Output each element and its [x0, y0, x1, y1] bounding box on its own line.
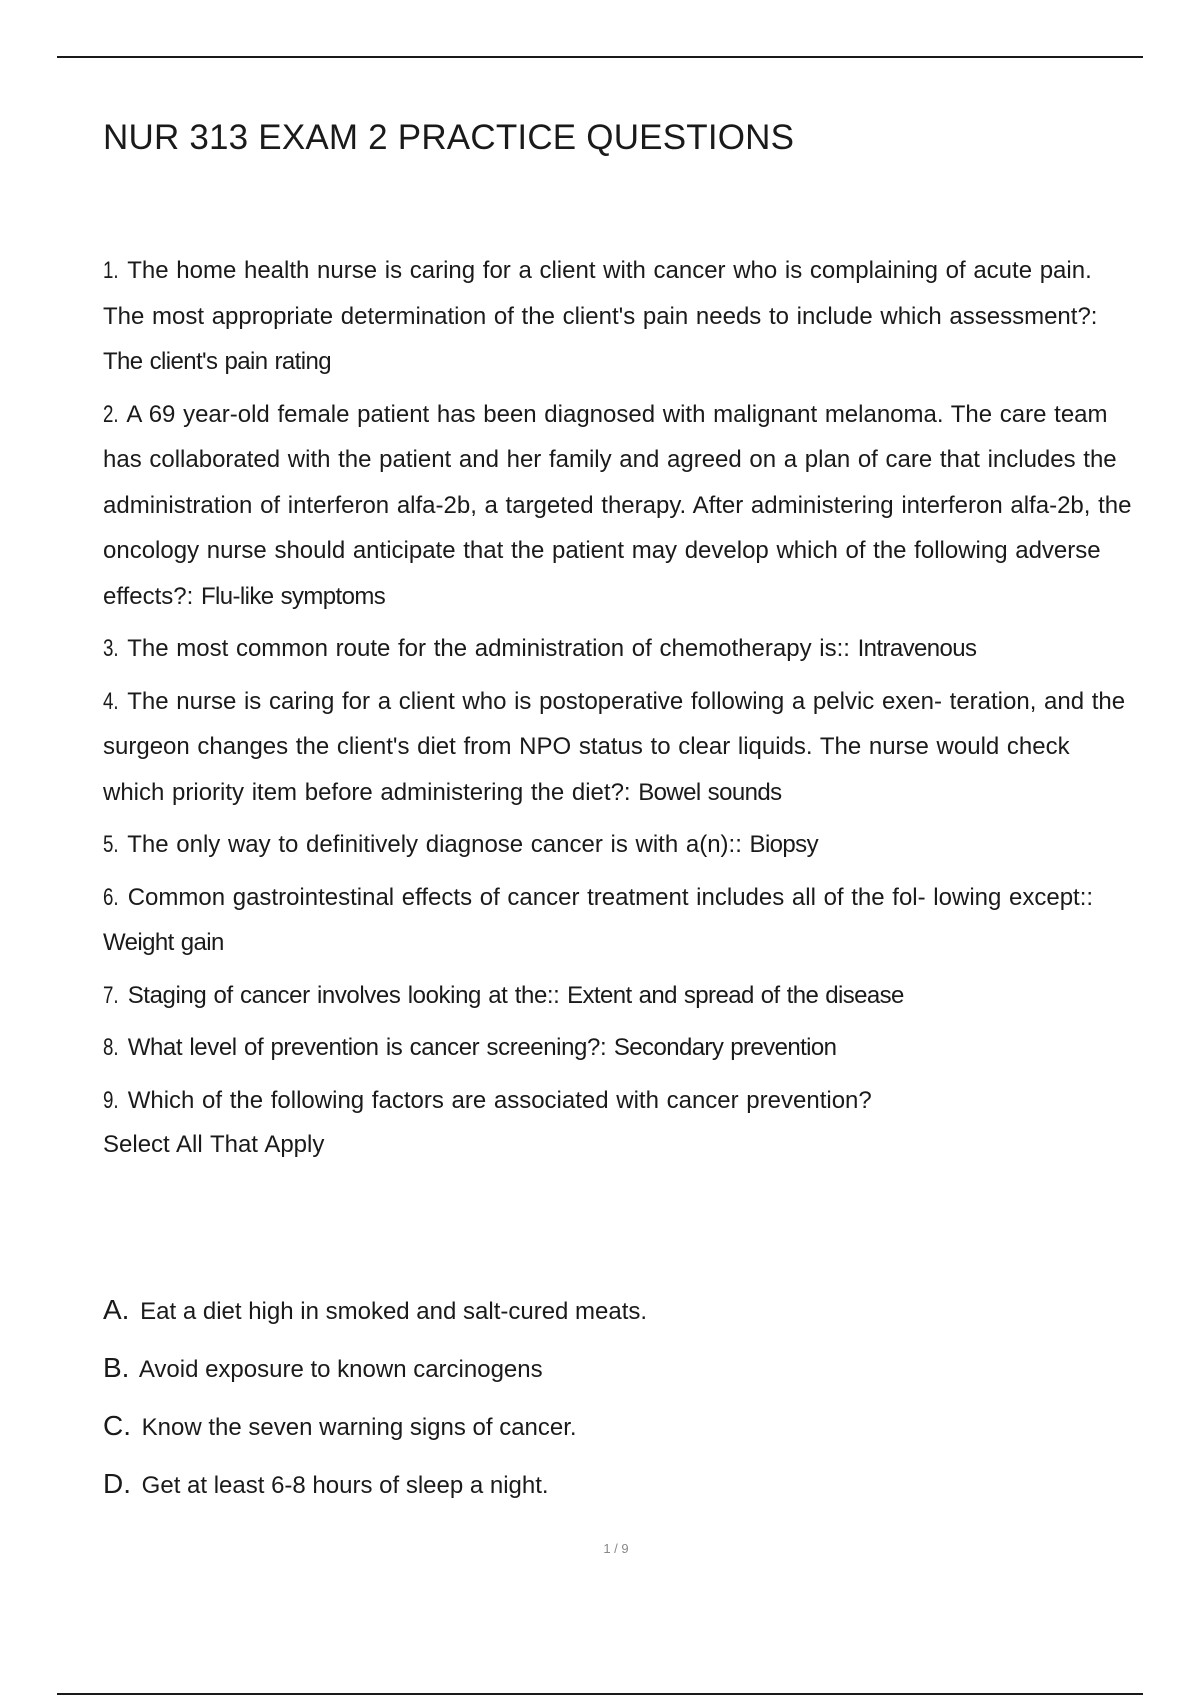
question-answer: Intravenous [857, 635, 977, 662]
question-instruction: Select All That Apply [103, 1131, 325, 1158]
answer-option-c [103, 1406, 647, 1464]
question-answer: Bowel sounds [638, 778, 782, 806]
question-answer: The client's pain rating [103, 348, 331, 375]
question-item [103, 1025, 1133, 1071]
answer-option-d [103, 1464, 647, 1522]
question-item [103, 1078, 1133, 1168]
question-text: The nurse is caring for a client who is postoperative following a pelvic exen- teration, and the surgeon changes the client's diet from NPO status to clear liquids. The nurse would check which priority item before administering the diet?: [103, 687, 1126, 806]
answer-option-b [103, 1348, 647, 1406]
option-text: Know the seven warning signs of cancer. [141, 1414, 577, 1441]
question-answer: Flu-like symptoms [200, 582, 386, 610]
option-letter: D. [103, 1468, 131, 1499]
option-letter: B. [103, 1352, 130, 1383]
question-answer: Extent and spread of the disease [567, 981, 904, 1009]
question-number: 4. [103, 687, 119, 715]
question-item [103, 822, 1133, 868]
page-number: 1 / 9 [603, 1541, 629, 1556]
question-number: 8. [103, 1034, 119, 1061]
question-text: Staging of cancer involves looking at the:: [127, 981, 560, 1009]
question-answer: Biopsy [749, 831, 818, 858]
question-number: 7. [103, 981, 119, 1009]
question-number: 2. [103, 400, 119, 428]
question-number: 1. [103, 257, 119, 284]
question-text: The only way to definitively diagnose cancer is with a(n):: [127, 831, 742, 858]
question-text: A 69 year-old female patient has been diagnosed with malignant melanoma. The care team has collaborated with the patient and her family and agreed on a plan of care that includes the administration of interferon alfa-2b, a targeted therapy. After administering interferon alfa-2b, the oncology nurse should anticipate that the patient may develop which of the following adverse effects?: [103, 400, 1132, 610]
question-number: 9. [103, 1086, 119, 1114]
option-letter: A. [103, 1294, 130, 1325]
option-letter: C. [103, 1410, 131, 1441]
question-answer: Weight gain [103, 929, 224, 956]
question-item [103, 875, 1133, 966]
question-item [103, 248, 1133, 385]
question-number: 3. [103, 635, 119, 662]
question-list [103, 248, 1133, 1174]
answer-options [103, 1290, 647, 1522]
page-title: NUR 313 EXAM 2 PRACTICE QUESTIONS [103, 118, 795, 157]
question-item [103, 679, 1133, 816]
option-text: Get at least 6-8 hours of sleep a night. [141, 1472, 549, 1499]
option-text: Avoid exposure to known carcinogens [138, 1356, 543, 1383]
question-text: The most common route for the administration of chemotherapy is:: [127, 635, 850, 662]
question-item [103, 973, 1133, 1019]
question-text: What level of prevention is cancer screening?: [127, 1034, 607, 1061]
top-divider [57, 56, 1143, 58]
question-item [103, 392, 1133, 620]
question-text: The home health nurse is caring for a client with cancer who is complaining of acute pain. The most appropriate determination of the client's pain needs to include which assessment?: [103, 257, 1098, 330]
option-text: Eat a diet high in smoked and salt-cured meats. [140, 1298, 648, 1325]
question-number: 6. [103, 883, 119, 911]
question-text: Which of the following factors are associated with cancer prevention? [127, 1086, 872, 1114]
question-item [103, 626, 1133, 672]
question-answer: Secondary prevention [613, 1034, 837, 1061]
question-text: Common gastrointestinal effects of cancer treatment includes all of the fol- lowing except:: [127, 883, 1094, 911]
answer-option-a [103, 1290, 647, 1348]
question-number: 5. [103, 831, 119, 858]
bottom-divider [57, 1693, 1143, 1695]
